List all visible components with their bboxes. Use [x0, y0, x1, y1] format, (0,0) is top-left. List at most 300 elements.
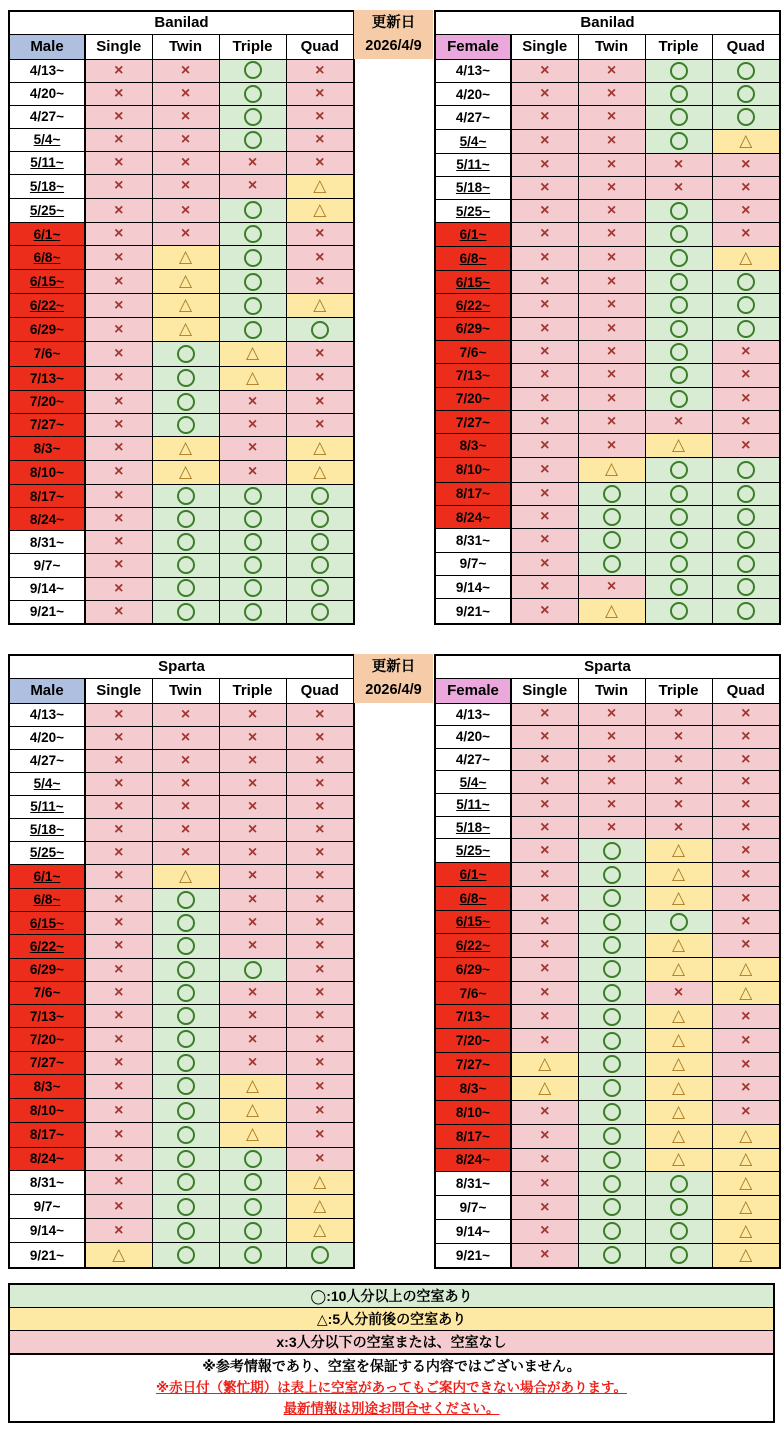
availability-cell: [152, 1099, 219, 1123]
availability-cell: [85, 508, 152, 531]
availability-cell: [219, 841, 286, 864]
circle-symbol: [737, 108, 755, 126]
cross-symbol: ×: [114, 510, 124, 528]
availability-cell: [578, 410, 645, 433]
circle-symbol: [737, 485, 755, 503]
table-row: [9, 772, 354, 795]
availability-cell: [645, 364, 712, 387]
availability-cell: [286, 888, 354, 911]
availability-cell: [219, 1005, 286, 1028]
cross-symbol: ×: [540, 818, 550, 836]
date-cell: 4/27~: [9, 105, 85, 128]
date-cell: 6/22~: [435, 294, 511, 317]
cross-symbol: ×: [606, 343, 617, 361]
note-line-1: ※赤日付（繁忙期）は表上に空室があってもご案内できない場合があります。: [156, 1379, 627, 1395]
date-cell: 6/22~: [9, 294, 85, 318]
availability-cell: [712, 1005, 780, 1029]
circle-symbol: [737, 461, 755, 479]
cross-symbol: ×: [247, 914, 258, 932]
availability-cell: [219, 795, 286, 818]
availability-cell: [152, 749, 219, 772]
availability-cell: [511, 482, 578, 505]
availability-cell: [219, 294, 286, 318]
availability-cell: [712, 816, 780, 839]
cross-symbol: ×: [606, 413, 617, 430]
availability-cell: [219, 864, 286, 888]
availability-cell: [511, 1124, 578, 1148]
date-cell: 5/4~: [435, 771, 511, 794]
availability-cell: [286, 1005, 354, 1028]
availability-cell: [578, 529, 645, 552]
availability-cell: [712, 340, 780, 363]
availability-cell: [511, 364, 578, 387]
availability-cell: [511, 839, 578, 863]
availability-cell: [85, 198, 152, 222]
triangle-symbol: △: [671, 1006, 686, 1026]
circle-symbol: [177, 603, 195, 621]
availability-cell: [152, 911, 219, 934]
date-cell: 5/18~: [435, 816, 511, 839]
availability-cell: [219, 342, 286, 366]
availability-cell: [286, 749, 354, 772]
cross-symbol: ×: [315, 225, 325, 243]
table-row: [435, 82, 780, 105]
date-cell: 8/24~: [435, 505, 511, 528]
cross-symbol: ×: [114, 579, 124, 597]
cross-symbol: ×: [114, 960, 124, 978]
triangle-symbol: △: [671, 1125, 686, 1145]
availability-cell: [578, 839, 645, 863]
cross-symbol: ×: [540, 366, 550, 384]
availability-cell: [219, 935, 286, 958]
date-cell: 8/10~: [435, 458, 511, 482]
cross-symbol: ×: [606, 750, 617, 768]
availability-cell: [286, 460, 354, 484]
date-cell: 8/31~: [9, 1170, 85, 1194]
circle-symbol: [737, 85, 755, 103]
cross-symbol: ×: [315, 248, 325, 266]
circle-symbol: [311, 603, 329, 621]
availability-cell: [85, 981, 152, 1004]
cross-symbol: ×: [180, 774, 191, 792]
availability-cell: [511, 910, 578, 933]
circle-symbol: [177, 345, 195, 363]
circle-symbol: [603, 555, 621, 573]
availability-cell: [511, 957, 578, 981]
cross-symbol: ×: [741, 727, 751, 745]
availability-cell: [152, 1195, 219, 1219]
date-cell: 7/6~: [435, 340, 511, 363]
cross-symbol: ×: [180, 201, 191, 219]
availability-cell: [219, 390, 286, 413]
cross-symbol: ×: [673, 413, 684, 430]
table-header-row: [435, 678, 780, 703]
table-row: [9, 911, 354, 934]
triangle-symbol: △: [178, 271, 193, 291]
cross-symbol: ×: [540, 389, 550, 407]
triangle-symbol: △: [313, 1196, 327, 1216]
cross-symbol: ×: [114, 728, 124, 746]
circle-symbol: [603, 1127, 621, 1145]
cross-symbol: ×: [540, 795, 550, 813]
circle-symbol: [603, 960, 621, 978]
cross-symbol: ×: [114, 344, 124, 362]
date-cell: 6/15~: [9, 270, 85, 294]
triangle-symbol: △: [671, 1101, 686, 1121]
circle-symbol: [177, 1030, 195, 1048]
availability-cell: [645, 529, 712, 552]
availability-cell: [152, 294, 219, 318]
table-row: [9, 818, 354, 841]
cross-symbol: ×: [673, 818, 684, 836]
table-row: [9, 1219, 354, 1243]
cross-symbol: ×: [673, 727, 684, 745]
availability-cell: [578, 726, 645, 749]
cross-symbol: ×: [114, 248, 124, 266]
availability-cell: [85, 460, 152, 484]
circle-symbol: [603, 1222, 621, 1240]
column-header-twin: Twin: [578, 34, 645, 59]
availability-cell: [645, 199, 712, 222]
triangle-symbol: △: [739, 1197, 753, 1217]
availability-cell: [712, 575, 780, 598]
cross-symbol: ×: [540, 1246, 550, 1264]
availability-cell: [712, 82, 780, 105]
table-row: [435, 340, 780, 363]
availability-cell: [85, 772, 152, 795]
availability-cell: [85, 1051, 152, 1074]
table-row: [435, 387, 780, 410]
table-row: [9, 128, 354, 151]
legend-item-0: ◯:10人分以上の空室あり: [10, 1285, 773, 1308]
date-cell: 7/27~: [9, 1051, 85, 1074]
circle-symbol: [311, 321, 329, 339]
availability-cell: [511, 552, 578, 575]
cross-symbol: ×: [315, 107, 325, 125]
availability-cell: [712, 1029, 780, 1053]
table-sparta-male: [8, 654, 355, 1269]
circle-symbol: [670, 555, 688, 573]
date-cell: 9/21~: [9, 1243, 85, 1268]
cross-symbol: ×: [315, 867, 325, 885]
date-cell: 8/10~: [9, 460, 85, 484]
availability-cell: [712, 887, 780, 911]
availability-cell: [286, 390, 354, 413]
availability-cell: [85, 59, 152, 82]
date-cell: 4/20~: [435, 82, 511, 105]
table-row: [435, 771, 780, 794]
availability-cell: [511, 816, 578, 839]
date-cell: 7/20~: [435, 1029, 511, 1053]
table-row: [9, 554, 354, 577]
date-cell: 7/20~: [9, 390, 85, 413]
availability-cell: [511, 1076, 578, 1100]
circle-symbol: [603, 1079, 621, 1097]
cross-symbol: ×: [540, 841, 550, 859]
availability-cell: [85, 1123, 152, 1147]
availability-cell: [85, 818, 152, 841]
availability-cell: [578, 1172, 645, 1196]
availability-cell: [645, 340, 712, 363]
date-cell: 8/31~: [9, 531, 85, 554]
cross-symbol: ×: [741, 750, 751, 768]
availability-cell: [152, 436, 219, 460]
availability-cell: [712, 529, 780, 552]
cross-symbol: ×: [247, 415, 258, 433]
cross-symbol: ×: [540, 436, 550, 454]
cross-symbol: ×: [247, 705, 258, 723]
cross-symbol: ×: [540, 1127, 550, 1145]
triangle-symbol: △: [538, 1077, 552, 1097]
cross-symbol: ×: [315, 153, 325, 171]
availability-cell: [286, 82, 354, 105]
cross-symbol: ×: [114, 797, 124, 815]
cross-symbol: ×: [741, 841, 751, 859]
table-row: [9, 531, 354, 554]
cross-symbol: ×: [540, 319, 550, 337]
triangle-symbol: △: [313, 437, 327, 457]
availability-cell: [286, 577, 354, 600]
availability-cell: [286, 198, 354, 222]
cross-symbol: ×: [741, 225, 751, 243]
availability-cell: [712, 199, 780, 222]
cross-symbol: ×: [315, 61, 325, 79]
availability-cell: [219, 460, 286, 484]
availability-cell: [645, 599, 712, 624]
cross-symbol: ×: [315, 84, 325, 102]
availability-cell: [645, 1005, 712, 1029]
circle-symbol: [177, 1126, 195, 1144]
availability-cell: [578, 1124, 645, 1148]
circle-symbol: [311, 579, 329, 597]
circle-symbol: [670, 508, 688, 526]
cross-symbol: ×: [180, 705, 191, 723]
table-position-banilad-female: [434, 10, 781, 625]
availability-cell: [219, 1074, 286, 1098]
availability-cell: [578, 505, 645, 528]
availability-cell: [511, 340, 578, 363]
date-cell: 9/7~: [435, 1196, 511, 1220]
date-cell: 6/8~: [9, 888, 85, 911]
triangle-symbol: △: [313, 200, 327, 220]
date-cell: 7/13~: [9, 366, 85, 390]
availability-cell: [645, 816, 712, 839]
circle-symbol: [177, 1102, 195, 1120]
availability-cell: [578, 957, 645, 981]
circle-symbol: [670, 296, 688, 314]
availability-cell: [286, 772, 354, 795]
availability-cell: [85, 1147, 152, 1170]
table-row: [435, 1005, 780, 1029]
availability-cell: [85, 577, 152, 600]
table-row: [9, 1051, 354, 1074]
availability-cell: [645, 505, 712, 528]
availability-cell: [712, 106, 780, 129]
availability-cell: [152, 270, 219, 294]
circle-symbol: [603, 913, 621, 931]
triangle-symbol: △: [671, 958, 686, 978]
table-row: [435, 748, 780, 771]
cross-symbol: ×: [247, 1053, 258, 1071]
availability-cell: [286, 1195, 354, 1219]
availability-cell: [712, 910, 780, 933]
cross-symbol: ×: [540, 85, 550, 103]
column-header-single: Single: [511, 34, 578, 59]
availability-cell: [219, 508, 286, 531]
availability-cell: [286, 531, 354, 554]
cross-symbol: ×: [114, 61, 124, 79]
cross-symbol: ×: [114, 937, 124, 955]
circle-symbol: [244, 201, 262, 219]
triangle-symbol: △: [671, 1030, 686, 1050]
date-cell: 9/21~: [9, 600, 85, 624]
table-row: [9, 600, 354, 624]
cross-symbol: ×: [606, 773, 617, 791]
cross-symbol: ×: [606, 319, 617, 337]
availability-cell: [511, 294, 578, 317]
availability-cell: [152, 1074, 219, 1098]
availability-cell: [152, 772, 219, 795]
availability-cell: [645, 434, 712, 458]
column-header-quad: Quad: [286, 678, 354, 703]
availability-cell: [286, 554, 354, 577]
cross-symbol: ×: [114, 487, 124, 505]
availability-cell: [219, 958, 286, 981]
cross-symbol: ×: [315, 272, 325, 290]
column-header-triple: Triple: [219, 678, 286, 703]
availability-cell: [286, 484, 354, 507]
cross-symbol: ×: [606, 727, 617, 745]
availability-cell: [152, 935, 219, 958]
circle-symbol: [311, 1246, 329, 1264]
table-row: [435, 1029, 780, 1053]
date-cell: 6/29~: [435, 317, 511, 340]
availability-cell: [85, 484, 152, 507]
cross-symbol: ×: [540, 108, 550, 126]
triangle-symbol: △: [245, 367, 260, 387]
availability-cell: [219, 198, 286, 222]
availability-cell: [219, 1170, 286, 1194]
cross-symbol: ×: [741, 389, 751, 407]
circle-symbol: [670, 913, 688, 931]
cross-symbol: ×: [673, 984, 684, 1002]
circle-symbol: [177, 579, 195, 597]
availability-cell: [578, 1029, 645, 1053]
cross-symbol: ×: [606, 249, 617, 267]
gender-header: Male: [9, 678, 85, 703]
cross-symbol: ×: [741, 936, 751, 954]
cross-symbol: ×: [540, 1174, 550, 1192]
availability-cell: [712, 599, 780, 624]
table-row: [435, 482, 780, 505]
availability-cell: [85, 1028, 152, 1051]
table-title-row: [9, 11, 354, 34]
triangle-symbol: △: [178, 437, 193, 457]
availability-cell: [511, 1243, 578, 1268]
availability-cell: [85, 864, 152, 888]
availability-cell: [645, 748, 712, 771]
date-cell: 8/3~: [9, 436, 85, 460]
triangle-symbol: △: [739, 1220, 753, 1240]
cross-symbol: ×: [315, 705, 325, 723]
availability-cell: [286, 1147, 354, 1170]
cross-symbol: ×: [540, 484, 550, 502]
availability-cell: [712, 1053, 780, 1077]
date-cell: 7/27~: [9, 413, 85, 436]
triangle-symbol: △: [604, 459, 619, 479]
triangle-symbol: △: [313, 461, 327, 481]
availability-cell: [152, 531, 219, 554]
table-row: [9, 1028, 354, 1051]
cross-symbol: ×: [180, 130, 191, 148]
cross-symbol: ×: [606, 578, 617, 596]
table-row: [435, 364, 780, 387]
availability-cell: [712, 1243, 780, 1268]
cross-symbol: ×: [114, 1125, 124, 1143]
triangle-symbol: △: [178, 295, 193, 315]
cross-symbol: ×: [606, 155, 617, 173]
availability-cell: [85, 554, 152, 577]
date-cell: 8/17~: [435, 1124, 511, 1148]
availability-cell: [511, 1148, 578, 1172]
date-cell: 6/15~: [435, 910, 511, 933]
availability-cell: [85, 1170, 152, 1194]
date-cell: 6/29~: [435, 957, 511, 981]
date-cell: 7/13~: [9, 1005, 85, 1028]
table-row: [9, 318, 354, 342]
column-header-triple: Triple: [645, 678, 712, 703]
availability-cell: [286, 223, 354, 246]
cross-symbol: ×: [247, 937, 258, 955]
triangle-symbol: △: [538, 1054, 552, 1074]
circle-symbol: [177, 1150, 195, 1168]
table-row: [9, 935, 354, 958]
triangle-symbol: △: [178, 247, 193, 267]
table-row: [435, 1220, 780, 1244]
circle-symbol: [244, 1198, 262, 1216]
availability-cell: [712, 176, 780, 199]
triangle-symbol: △: [739, 247, 753, 267]
cross-symbol: ×: [114, 983, 124, 1001]
availability-cell: [152, 128, 219, 151]
table-row: [435, 1076, 780, 1100]
availability-cell: [286, 1219, 354, 1243]
availability-cell: [578, 223, 645, 246]
gender-header: Female: [435, 34, 511, 59]
availability-cell: [712, 153, 780, 176]
availability-cell: [645, 794, 712, 817]
cross-symbol: ×: [741, 912, 751, 930]
availability-cell: [712, 59, 780, 82]
cross-symbol: ×: [315, 820, 325, 838]
cross-symbol: ×: [114, 1077, 124, 1095]
cross-symbol: ×: [741, 795, 751, 813]
availability-cell: [286, 726, 354, 749]
availability-cell: [85, 726, 152, 749]
availability-cell: [152, 703, 219, 726]
availability-cell: [85, 128, 152, 151]
cross-symbol: ×: [540, 413, 550, 430]
cross-symbol: ×: [741, 413, 751, 430]
date-cell: 9/7~: [9, 1195, 85, 1219]
availability-cell: [286, 958, 354, 981]
cross-symbol: ×: [114, 130, 124, 148]
table-row: [435, 106, 780, 129]
triangle-symbol: △: [671, 1077, 686, 1097]
table-row: [435, 153, 780, 176]
table-row: [9, 198, 354, 222]
cross-symbol: ×: [606, 108, 617, 126]
